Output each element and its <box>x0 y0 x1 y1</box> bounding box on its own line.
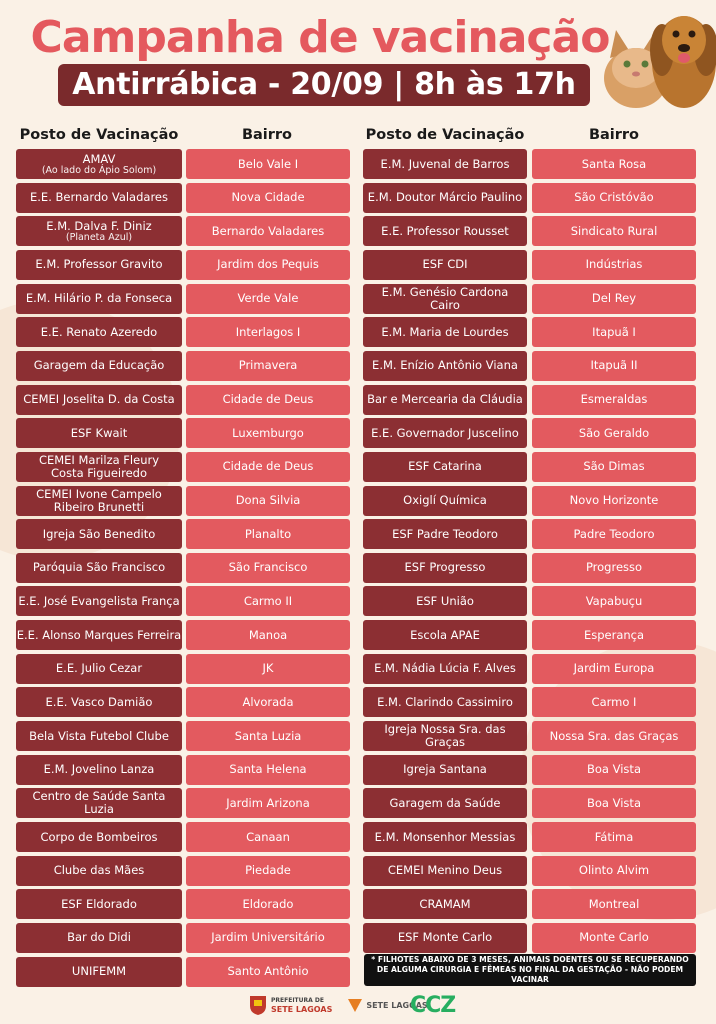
posto-cell-text-line2: Cairo <box>430 297 460 312</box>
posto-cell <box>16 721 182 751</box>
bairro-cell <box>532 250 696 280</box>
posto-cell <box>16 418 182 448</box>
bairro-cell-text: Canaan <box>246 829 290 844</box>
page-title: Campanha de vacinação <box>30 12 610 63</box>
posto-cell-text: ESF Monte Carlo <box>397 930 493 945</box>
bairro-cell-text: JK <box>262 661 274 676</box>
posto-cell-text: Bar e Mercearia da Cláudia <box>367 392 523 407</box>
posto-cell <box>16 788 182 818</box>
posto-cell <box>363 149 527 179</box>
column-header-posto: Posto de Vacinação <box>365 127 525 143</box>
bairro-cell <box>186 788 350 818</box>
posto-cell <box>16 317 182 347</box>
ccz-logo <box>410 992 470 1018</box>
posto-cell <box>363 183 527 213</box>
posto-cell <box>363 317 527 347</box>
posto-cell <box>363 385 527 415</box>
posto-cell-text: E.E. Vasco Damião <box>45 694 153 709</box>
bairro-cell <box>532 486 696 516</box>
bairro-cell <box>532 586 696 616</box>
bairro-cell-text: Olinto Alvim <box>578 863 650 878</box>
posto-cell-text: Oxiglí Química <box>403 493 487 507</box>
posto-cell-text: Igreja Nossa Sra. das Graças <box>384 722 506 750</box>
posto-cell <box>363 284 527 314</box>
bairro-cell-text: São Dimas <box>583 459 645 474</box>
posto-cell-text: E.M. Clarindo Cassimiro <box>377 694 513 709</box>
posto-cell-text: E.M. Jovelino Lanza <box>43 762 155 777</box>
posto-cell <box>363 923 527 953</box>
posto-cell-text: E.M. Nádia Lúcia F. Alves <box>374 661 516 676</box>
posto-cell <box>16 889 182 919</box>
bairro-cell <box>532 149 696 179</box>
bairro-cell-text: Fátima <box>594 829 634 844</box>
bairro-cell-text: Planalto <box>244 526 292 541</box>
posto-cell <box>16 553 182 583</box>
bairro-cell-text: Verde Vale <box>237 291 299 306</box>
posto-cell <box>16 519 182 549</box>
posto-cell-text: CRAMAM <box>419 896 471 911</box>
bairro-cell-text: Boa Vista <box>587 795 641 810</box>
posto-cell-text: E.M. Dalva F. Diniz <box>46 218 152 233</box>
bairro-cell-text: Indústrias <box>585 257 643 272</box>
bairro-cell-text: Novo Horizonte <box>569 493 659 507</box>
posto-cell-text: E.M. Enízio Antônio Viana <box>372 358 518 373</box>
posto-cell <box>16 351 182 381</box>
bairro-cell <box>186 149 350 179</box>
posto-cell-text: E.M. Monsenhor Messias <box>374 829 516 844</box>
posto-cell <box>363 553 527 583</box>
bairro-cell-text: Primavera <box>238 358 298 373</box>
bairro-cell <box>532 856 696 886</box>
posto-cell-subtext: (Planeta Azul) <box>65 231 133 243</box>
bairro-cell-text: Esmeraldas <box>580 392 648 407</box>
bairro-cell-text: Montreal <box>588 896 640 911</box>
bairro-cell-text: Itapuã II <box>590 358 638 373</box>
posto-cell <box>16 452 182 482</box>
bairro-cell <box>186 452 350 482</box>
bairro-cell <box>186 183 350 213</box>
bairro-cell <box>532 216 696 246</box>
bairro-cell-text: Eldorado <box>242 896 294 911</box>
bairro-cell <box>532 687 696 717</box>
bairro-cell <box>186 721 350 751</box>
bairro-cell-text: Progresso <box>585 560 643 575</box>
bairro-cell <box>186 856 350 886</box>
posto-cell-text: E.M. Doutor Márcio Paulino <box>367 190 523 205</box>
posto-cell-text: ESF CDI <box>422 257 468 272</box>
posto-cell-text: E.M. Professor Gravito <box>35 257 163 272</box>
bairro-cell <box>532 351 696 381</box>
cat-and-dog-illustration <box>596 0 716 110</box>
posto-cell-text: ESF Kwait <box>70 425 128 440</box>
bairro-cell-text: Santa Helena <box>229 762 307 777</box>
bairro-cell <box>186 519 350 549</box>
posto-cell-text: Paróquia São Francisco <box>32 560 166 575</box>
posto-cell-text-line2: Ribeiro Brunetti <box>53 499 145 514</box>
posto-cell <box>363 216 527 246</box>
posto-cell-text: E.E. Alonso Marques Ferreira <box>16 627 182 642</box>
posto-cell-text: E.E. Bernardo Valadares <box>30 190 168 205</box>
bairro-cell <box>186 250 350 280</box>
posto-cell-text: E.E. Julio Cezar <box>55 661 143 676</box>
ccz-logo-text: CCZ <box>410 992 456 1018</box>
bairro-cell-text: Padre Teodoro <box>573 526 655 541</box>
posto-cell <box>16 385 182 415</box>
posto-cell-text: ESF Eldorado <box>61 896 137 911</box>
bairro-cell <box>186 957 350 987</box>
bairro-cell-text: Monte Carlo <box>579 930 649 945</box>
bairro-cell-text: Itapuã I <box>592 324 636 339</box>
bairro-cell <box>532 620 696 650</box>
bairro-cell <box>186 486 350 516</box>
bairro-cell-text: Santa Rosa <box>581 156 647 171</box>
sete-lagoas-logo: SETE LAGOAS <box>366 1000 428 1010</box>
posto-cell <box>16 183 182 213</box>
posto-cell <box>363 654 527 684</box>
bairro-cell <box>186 620 350 650</box>
posto-cell <box>363 418 527 448</box>
posto-cell <box>363 856 527 886</box>
posto-cell <box>16 486 182 516</box>
posto-cell-text: E.M. Genésio Cardona <box>381 284 509 299</box>
posto-cell <box>363 889 527 919</box>
bairro-cell-text: Jardim Arizona <box>226 795 310 810</box>
posto-cell-text: AMAV <box>82 151 116 166</box>
bairro-cell <box>532 317 696 347</box>
bairro-cell <box>186 418 350 448</box>
bairro-cell <box>186 822 350 852</box>
posto-cell <box>16 923 182 953</box>
posto-cell-text: Bar do Didi <box>67 930 131 945</box>
warning-note-line: * FILHOTES ABAIXO DE 3 MESES, ANIMAIS DOENTES OU SE RECUPERANDO <box>371 955 689 964</box>
bairro-cell-text: Cidade de Deus <box>222 459 314 474</box>
posto-cell <box>363 486 527 516</box>
posto-cell <box>363 620 527 650</box>
bairro-cell <box>532 519 696 549</box>
city-logo-prefix: PREFEITURA DE <box>271 997 324 1004</box>
bairro-cell <box>186 755 350 785</box>
posto-cell <box>16 654 182 684</box>
bairro-cell <box>532 889 696 919</box>
bairro-cell <box>532 654 696 684</box>
bairro-cell-text: São Cristóvão <box>574 190 654 205</box>
bairro-cell-text: Alvorada <box>242 694 294 709</box>
posto-cell-text: Clube das Mães <box>53 863 145 878</box>
bairro-cell <box>532 721 696 751</box>
posto-cell-text: ESF União <box>416 593 474 608</box>
bairro-cell-text: Carmo I <box>591 694 637 709</box>
bairro-cell-text: Luxemburgo <box>232 425 304 440</box>
posto-cell-text: CEMEI Ivone Campelo <box>36 486 162 501</box>
posto-cell <box>363 755 527 785</box>
posto-cell-text: Igreja Santana <box>403 762 487 777</box>
bairro-cell <box>186 216 350 246</box>
posto-cell-text: E.E. José Evangelista França <box>18 593 180 608</box>
bairro-cell <box>186 889 350 919</box>
bairro-cell <box>186 923 350 953</box>
posto-cell <box>16 755 182 785</box>
bairro-cell <box>532 755 696 785</box>
bairro-cell-text: Vapabuçu <box>585 593 643 608</box>
bairro-cell <box>186 351 350 381</box>
posto-cell-text: Bela Vista Futebol Clube <box>29 728 169 743</box>
posto-cell <box>363 586 527 616</box>
posto-cell <box>363 687 527 717</box>
posto-cell <box>363 519 527 549</box>
posto-cell <box>16 149 182 179</box>
posto-cell-text: Escola APAE <box>410 627 480 642</box>
posto-cell-text: E.M. Hilário P. da Fonseca <box>25 291 173 306</box>
posto-cell <box>363 721 527 751</box>
posto-cell-text: E.E. Governador Juscelino <box>371 425 519 440</box>
posto-cell-text: CEMEI Marilza Fleury <box>38 452 160 467</box>
campaign-banner: Antirrábica - 20/09 | 8h às 17h <box>58 64 590 106</box>
bairro-cell <box>186 586 350 616</box>
posto-cell <box>363 351 527 381</box>
bairro-cell-text: Nova Cidade <box>231 190 305 205</box>
posto-cell <box>363 788 527 818</box>
bairro-cell <box>186 687 350 717</box>
bairro-cell-text: Manoa <box>248 627 288 642</box>
posto-cell <box>363 822 527 852</box>
bairro-cell-text: Jardim Europa <box>573 661 655 676</box>
bairro-cell-text: Del Rey <box>591 291 637 306</box>
posto-cell <box>16 957 182 987</box>
bairro-cell-text: Santa Luzia <box>234 728 302 743</box>
posto-cell-subtext: (Ao lado do Ápio Solom) <box>41 164 157 176</box>
posto-cell-text: E.M. Juvenal de Barros <box>380 156 510 171</box>
bairro-cell-text: Jardim dos Pequis <box>217 257 319 272</box>
bairro-cell-text: Belo Vale I <box>237 156 299 171</box>
bairro-cell-text: Piedade <box>245 863 291 878</box>
bairro-cell-text: Cidade de Deus <box>222 392 314 407</box>
city-crest-icon <box>248 994 268 1016</box>
posto-cell-text: UNIFEMM <box>71 964 127 979</box>
bairro-cell <box>532 822 696 852</box>
bairro-cell <box>186 553 350 583</box>
city-logo-name: SETE LAGOAS <box>271 1005 333 1014</box>
column-header-posto: Posto de Vacinação <box>19 127 179 143</box>
posto-cell <box>16 250 182 280</box>
bairro-cell-text: Santo Antônio <box>227 964 309 979</box>
posto-cell <box>16 856 182 886</box>
column-header-bairro: Bairro <box>588 127 640 143</box>
posto-cell <box>16 216 182 246</box>
posto-cell-text: ESF Catarina <box>408 459 482 474</box>
bairro-cell <box>186 284 350 314</box>
posto-cell <box>16 586 182 616</box>
posto-cell-text: E.M. Maria de Lourdes <box>381 324 509 339</box>
column-header-bairro: Bairro <box>241 127 293 143</box>
bairro-cell <box>532 923 696 953</box>
sete-lagoas-icon <box>346 996 364 1014</box>
bairro-cell-text: Boa Vista <box>587 762 641 777</box>
bairro-cell-text: Carmo II <box>243 593 293 608</box>
posto-cell-text: Igreja São Benedito <box>42 526 156 541</box>
posto-cell-text-line2: Costa Figueiredo <box>51 465 147 480</box>
warning-note-line: DE ALGUMA CIRURGIA E FÊMEAS NO FINAL DA GESTAÇÃO - NÃO PODEM VACINAR <box>376 965 684 984</box>
bairro-cell <box>532 183 696 213</box>
posto-cell-text: E.E. Renato Azeredo <box>40 324 158 339</box>
bairro-cell-text: São Francisco <box>228 560 308 575</box>
bairro-cell <box>532 385 696 415</box>
posto-cell-text: ESF Padre Teodoro <box>392 526 498 541</box>
bairro-cell-text: São Geraldo <box>578 425 650 440</box>
posto-cell-text: Corpo de Bombeiros <box>40 829 158 844</box>
posto-cell-text: Garagem da Educação <box>33 358 165 373</box>
posto-cell <box>363 250 527 280</box>
posto-cell <box>16 284 182 314</box>
posto-cell <box>363 452 527 482</box>
bairro-cell <box>186 654 350 684</box>
bairro-cell <box>186 317 350 347</box>
bairro-cell <box>532 553 696 583</box>
bairro-cell-text: Sindicato Rural <box>570 223 658 238</box>
bairro-cell-text: Jardim Universitário <box>211 930 325 945</box>
bairro-cell-text: Dona Silvia <box>235 493 301 507</box>
bairro-cell-text: Esperança <box>583 627 645 642</box>
bairro-cell <box>532 284 696 314</box>
posto-cell-text: CEMEI Menino Deus <box>387 863 503 878</box>
bairro-cell <box>186 385 350 415</box>
posto-cell <box>16 620 182 650</box>
posto-cell <box>16 687 182 717</box>
bairro-cell <box>532 418 696 448</box>
posto-cell-text: ESF Progresso <box>404 560 486 575</box>
posto-cell-text: Garagem da Saúde <box>389 795 501 810</box>
posto-cell <box>16 822 182 852</box>
posto-cell-text: Centro de Saúde Santa Luzia <box>32 789 166 817</box>
posto-cell-text: CEMEI Joselita D. da Costa <box>23 392 175 407</box>
bairro-cell <box>532 788 696 818</box>
bairro-cell <box>532 452 696 482</box>
warning-note <box>364 954 696 986</box>
bairro-cell-text: Bernardo Valadares <box>211 223 325 238</box>
bairro-cell-text: Interlagos I <box>235 324 301 339</box>
posto-cell-text: E.E. Professor Rousset <box>381 223 509 238</box>
bairro-cell-text: Nossa Sra. das Graças <box>549 728 679 743</box>
